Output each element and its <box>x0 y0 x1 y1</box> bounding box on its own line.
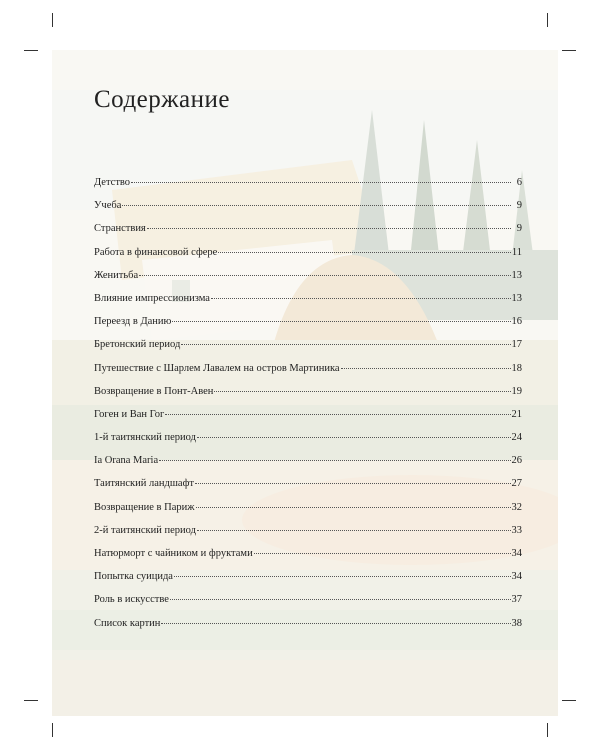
toc-entry-page: 27 <box>511 478 522 490</box>
toc-entry-page: 13 <box>511 269 522 281</box>
toc-entry-title: Натюрморт с чайником и фруктами <box>94 548 253 559</box>
toc-entry-title: Влияние импрессионизма <box>94 292 210 304</box>
toc-leader <box>172 321 510 322</box>
toc-leader <box>341 368 511 369</box>
toc-entry[interactable] <box>94 363 522 386</box>
toc-entry-page: 34 <box>511 571 522 583</box>
toc-entry-page: 17 <box>511 339 522 351</box>
toc-entry[interactable] <box>94 270 522 293</box>
toc-entry-title: Странствия <box>94 223 146 235</box>
toc-entry-title: 2-й таитянский период <box>94 524 196 536</box>
toc-entry-title: Таитянский ландшафт <box>94 478 194 490</box>
toc-leader <box>197 530 511 531</box>
page <box>52 50 558 716</box>
crop-mark-bottom-left <box>52 723 53 737</box>
toc-leader <box>122 205 511 206</box>
toc-entry-page: 26 <box>511 455 522 467</box>
toc-entry[interactable] <box>94 618 522 641</box>
toc-entry-title: Возвращение в Париж <box>94 501 195 513</box>
toc-leader <box>165 414 510 415</box>
toc-leader <box>147 228 511 229</box>
page-title: Содержание <box>94 86 230 113</box>
toc-entry-page: 34 <box>511 548 522 559</box>
table-of-contents <box>94 177 522 641</box>
toc-entry[interactable] <box>94 432 522 455</box>
toc-entry-title: Путешествие с Шарлем Лавалем на остров Мартиника <box>94 362 340 374</box>
toc-entry[interactable] <box>94 455 522 478</box>
toc-entry-title: Гоген и Ван Гог <box>94 408 165 420</box>
toc-leader <box>161 623 510 624</box>
crop-mark-top-left-h <box>24 50 38 51</box>
toc-entry-title: Возвращение в Понт-Авен <box>94 385 214 397</box>
toc-leader <box>211 298 511 299</box>
toc-entry[interactable] <box>94 293 522 316</box>
crop-mark-top-right-h <box>562 50 576 51</box>
toc-entry-title: 1-й таитянский период <box>94 432 196 444</box>
toc-entry-title: Женитьба <box>94 269 139 281</box>
toc-entry[interactable] <box>94 478 522 501</box>
toc-leader <box>195 483 511 484</box>
crop-mark-top-left <box>52 13 53 27</box>
crop-mark-bottom-left-h <box>24 700 38 701</box>
toc-entry-title: Попытка суицида <box>94 571 173 583</box>
toc-entry-page: 6 <box>516 177 522 188</box>
toc-leader <box>196 507 511 508</box>
toc-entry-title: Роль в искусстве <box>94 594 169 606</box>
toc-leader <box>214 391 510 392</box>
crop-mark-bottom-right-h <box>562 700 576 701</box>
toc-entry-page: 21 <box>511 408 522 420</box>
toc-entry-page: 38 <box>511 617 522 629</box>
toc-entry[interactable] <box>94 594 522 617</box>
toc-leader <box>174 576 511 577</box>
toc-entry[interactable] <box>94 502 522 525</box>
toc-entry-title: Список картин <box>94 617 161 629</box>
toc-leader <box>218 252 511 253</box>
toc-entry[interactable] <box>94 339 522 362</box>
toc-entry-page: 16 <box>511 316 522 328</box>
toc-entry[interactable] <box>94 247 522 270</box>
toc-entry-page: 9 <box>516 200 522 212</box>
toc-entry-page: 19 <box>511 385 522 397</box>
toc-entry-title: Бретонский период <box>94 339 181 351</box>
toc-leader <box>131 182 511 183</box>
toc-entry-page: 33 <box>511 524 522 536</box>
toc-entry-page: 32 <box>511 501 522 513</box>
toc-entry[interactable] <box>94 548 522 571</box>
toc-entry-title: Учеба <box>94 200 122 212</box>
toc-entry-page: 24 <box>511 432 522 444</box>
crop-mark-top-right <box>547 13 548 27</box>
toc-entry[interactable] <box>94 316 522 339</box>
toc-leader <box>254 553 511 554</box>
toc-entry-title: Переезд в Данию <box>94 316 172 328</box>
toc-leader <box>139 275 510 276</box>
toc-entry-page: 18 <box>511 362 522 374</box>
toc-entry[interactable] <box>94 200 522 223</box>
toc-entry-page: 37 <box>511 594 522 606</box>
toc-entry[interactable] <box>94 177 522 200</box>
toc-entry[interactable] <box>94 525 522 548</box>
toc-entry-page: 11 <box>511 246 522 258</box>
toc-entry[interactable] <box>94 571 522 594</box>
toc-entry[interactable] <box>94 386 522 409</box>
toc-entry-page: 9 <box>516 223 522 235</box>
toc-entry-page: 13 <box>511 292 522 304</box>
toc-leader <box>181 344 510 345</box>
toc-leader <box>159 460 510 461</box>
crop-mark-bottom-right <box>547 723 548 737</box>
toc-entry-title: Работа в финансовой сфере <box>94 246 218 258</box>
toc-entry-title: Детство <box>94 177 131 188</box>
toc-leader <box>197 437 511 438</box>
toc-entry[interactable] <box>94 223 522 246</box>
toc-entry[interactable] <box>94 409 522 432</box>
toc-entry-title: Ia Orana Maria <box>94 455 159 467</box>
toc-leader <box>170 599 511 600</box>
